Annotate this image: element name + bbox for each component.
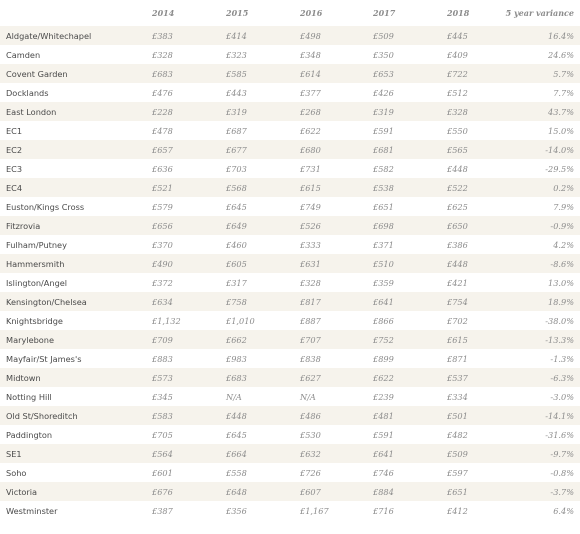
- value-2014: £1,132: [152, 315, 181, 326]
- value-2014: £228: [152, 106, 173, 117]
- value-variance: -3.0%: [550, 391, 574, 402]
- value-2017: £622: [373, 372, 394, 383]
- table-row: [0, 311, 580, 330]
- value-2014: £601: [152, 467, 173, 478]
- value-2017: £681: [373, 144, 394, 155]
- area-name: EC2: [6, 144, 23, 155]
- value-variance: -3.7%: [550, 486, 574, 497]
- value-variance: -6.3%: [550, 372, 574, 383]
- area-name: Soho: [6, 467, 27, 478]
- table-row: [0, 83, 580, 102]
- table-row: [0, 501, 580, 520]
- table-row: [0, 482, 580, 501]
- area-name: EC1: [6, 125, 23, 136]
- value-2014: £579: [152, 201, 173, 212]
- table-row: [0, 425, 580, 444]
- value-2018: £537: [447, 372, 468, 383]
- table-body: [0, 26, 580, 520]
- value-2016: £707: [300, 334, 321, 345]
- value-2017: £752: [373, 334, 394, 345]
- value-variance: 24.6%: [547, 49, 574, 60]
- table-header: [0, 0, 580, 26]
- value-2017: £582: [373, 163, 394, 174]
- header-2017: 2017: [373, 8, 396, 18]
- value-2018: £412: [447, 505, 468, 516]
- header-variance: 5 year variance: [505, 8, 574, 18]
- value-2017: £641: [373, 448, 394, 459]
- value-2014: £883: [152, 353, 173, 364]
- value-2018: £445: [447, 30, 468, 41]
- value-2018: £722: [447, 68, 468, 79]
- value-2014: £383: [152, 30, 173, 41]
- value-variance: -8.6%: [550, 258, 574, 269]
- value-2018: £615: [447, 334, 468, 345]
- table-row: [0, 254, 580, 273]
- value-2014: £372: [152, 277, 173, 288]
- value-2014: £709: [152, 334, 173, 345]
- value-2016: £486: [300, 410, 321, 421]
- value-2018: £448: [447, 163, 468, 174]
- area-name: East London: [6, 106, 57, 117]
- area-name: Aldgate/Whitechapel: [6, 30, 92, 41]
- value-2016: £328: [300, 277, 321, 288]
- value-2016: £268: [300, 106, 321, 117]
- area-name: Knightsbridge: [6, 315, 63, 326]
- area-name: Old St/Shoreditch: [6, 410, 78, 421]
- table-row: [0, 292, 580, 311]
- area-name: Fitzrovia: [6, 220, 41, 231]
- value-2015: £649: [226, 220, 247, 231]
- table-row: [0, 45, 580, 64]
- value-2016: £731: [300, 163, 321, 174]
- value-variance: 7.7%: [553, 87, 574, 98]
- value-2017: £239: [373, 391, 394, 402]
- value-2016: £498: [300, 30, 321, 41]
- value-2018: £512: [447, 87, 468, 98]
- value-2014: £490: [152, 258, 173, 269]
- table-row: [0, 121, 580, 140]
- value-variance: 15.0%: [547, 125, 574, 136]
- value-2016: £1,167: [300, 505, 329, 516]
- value-2016: £377: [300, 87, 321, 98]
- value-2016: £817: [300, 296, 321, 307]
- value-2018: £650: [447, 220, 468, 231]
- area-name: Midtown: [6, 372, 41, 383]
- value-2018: £386: [447, 239, 468, 250]
- value-2014: £705: [152, 429, 173, 440]
- value-variance: -14.1%: [545, 410, 574, 421]
- table-row: [0, 387, 580, 406]
- value-2018: £409: [447, 49, 468, 60]
- value-2014: £636: [152, 163, 173, 174]
- value-2018: £871: [447, 353, 468, 364]
- value-variance: 5.7%: [553, 68, 574, 79]
- value-2018: £625: [447, 201, 468, 212]
- value-2015: £645: [226, 201, 247, 212]
- value-variance: -29.5%: [545, 163, 574, 174]
- value-2017: £884: [373, 486, 394, 497]
- value-2014: £676: [152, 486, 173, 497]
- value-2016: £749: [300, 201, 321, 212]
- value-2016: £348: [300, 49, 321, 60]
- value-2017: £481: [373, 410, 394, 421]
- value-2017: £359: [373, 277, 394, 288]
- value-2016: £632: [300, 448, 321, 459]
- area-name: Euston/Kings Cross: [6, 201, 85, 212]
- area-name: Docklands: [6, 87, 49, 98]
- value-variance: -0.9%: [550, 220, 574, 231]
- header-2018: 2018: [447, 8, 470, 18]
- value-2015: £443: [226, 87, 247, 98]
- value-2018: £522: [447, 182, 468, 193]
- value-2018: £597: [447, 467, 468, 478]
- value-2017: £866: [373, 315, 394, 326]
- value-2018: £448: [447, 258, 468, 269]
- value-2014: £573: [152, 372, 173, 383]
- value-2015: £645: [226, 429, 247, 440]
- header-2014: 2014: [152, 8, 175, 18]
- table-row: [0, 368, 580, 387]
- value-2017: £371: [373, 239, 394, 250]
- value-variance: -1.3%: [550, 353, 574, 364]
- value-variance: 6.4%: [553, 505, 574, 516]
- value-2017: £510: [373, 258, 394, 269]
- value-2015: £414: [226, 30, 247, 41]
- area-name: EC4: [6, 182, 23, 193]
- value-2017: £698: [373, 220, 394, 231]
- value-variance: 4.2%: [553, 239, 574, 250]
- value-2016: £615: [300, 182, 321, 193]
- area-name: Notting Hill: [6, 391, 52, 402]
- area-name: Mayfair/St James's: [6, 353, 82, 364]
- table-row: [0, 64, 580, 83]
- value-variance: -0.8%: [550, 467, 574, 478]
- header-2015: 2015: [226, 8, 249, 18]
- value-2016: £622: [300, 125, 321, 136]
- value-2015: £319: [226, 106, 247, 117]
- value-variance: -31.6%: [545, 429, 574, 440]
- value-2014: £564: [152, 448, 173, 459]
- table-row: [0, 273, 580, 292]
- value-2016: £333: [300, 239, 321, 250]
- area-name: SE1: [6, 448, 22, 459]
- table-row: [0, 235, 580, 254]
- area-name: Victoria: [6, 486, 38, 497]
- table-row: [0, 349, 580, 368]
- value-2018: £651: [447, 486, 468, 497]
- area-name: Marylebone: [6, 334, 55, 345]
- value-2014: £328: [152, 49, 173, 60]
- value-2014: £370: [152, 239, 173, 250]
- table-row: [0, 197, 580, 216]
- value-2018: £754: [447, 296, 468, 307]
- value-2015: £662: [226, 334, 247, 345]
- value-2016: £726: [300, 467, 321, 478]
- value-2015: £317: [226, 277, 247, 288]
- value-2017: £651: [373, 201, 394, 212]
- area-name: Westminster: [6, 505, 58, 516]
- value-variance: -9.7%: [550, 448, 574, 459]
- area-name: Covent Garden: [6, 68, 68, 79]
- value-2017: £641: [373, 296, 394, 307]
- value-2016: £607: [300, 486, 321, 497]
- table-row: [0, 463, 580, 482]
- value-2014: £656: [152, 220, 173, 231]
- value-2018: £702: [447, 315, 468, 326]
- table-row: [0, 406, 580, 425]
- value-2016: N/A: [300, 391, 316, 402]
- value-2015: £703: [226, 163, 247, 174]
- value-2018: £501: [447, 410, 468, 421]
- area-name: Islington/Angel: [6, 277, 68, 288]
- value-2014: £683: [152, 68, 173, 79]
- value-2017: £716: [373, 505, 394, 516]
- value-variance: 13.0%: [547, 277, 574, 288]
- value-2014: £476: [152, 87, 173, 98]
- value-2015: £683: [226, 372, 247, 383]
- value-variance: 43.7%: [547, 106, 574, 117]
- value-2015: £460: [226, 239, 247, 250]
- value-2018: £482: [447, 429, 468, 440]
- table-row: [0, 140, 580, 159]
- value-2014: £634: [152, 296, 173, 307]
- value-2018: £565: [447, 144, 468, 155]
- value-variance: -38.0%: [545, 315, 574, 326]
- area-name: EC3: [6, 163, 23, 174]
- value-variance: 7.9%: [553, 201, 574, 212]
- value-2018: £509: [447, 448, 468, 459]
- value-2014: £387: [152, 505, 173, 516]
- value-variance: 16.4%: [547, 30, 574, 41]
- value-2016: £631: [300, 258, 321, 269]
- value-2015: £605: [226, 258, 247, 269]
- value-2016: £680: [300, 144, 321, 155]
- table-row: [0, 102, 580, 121]
- value-2018: £421: [447, 277, 468, 288]
- table-row: [0, 178, 580, 197]
- value-2016: £838: [300, 353, 321, 364]
- value-2016: £530: [300, 429, 321, 440]
- value-2018: £550: [447, 125, 468, 136]
- value-2015: £323: [226, 49, 247, 60]
- value-2017: £509: [373, 30, 394, 41]
- table-row: [0, 159, 580, 178]
- value-variance: -14.0%: [545, 144, 574, 155]
- area-name: Kensington/Chelsea: [6, 296, 87, 307]
- value-2017: £538: [373, 182, 394, 193]
- value-2018: £334: [447, 391, 468, 402]
- value-2015: £558: [226, 467, 247, 478]
- value-2015: £568: [226, 182, 247, 193]
- value-2014: £521: [152, 182, 173, 193]
- value-2016: £526: [300, 220, 321, 231]
- value-variance: 0.2%: [553, 182, 574, 193]
- table-row: [0, 26, 580, 45]
- area-name: Paddington: [6, 429, 53, 440]
- value-2015: £687: [226, 125, 247, 136]
- value-2015: £648: [226, 486, 247, 497]
- value-2017: £426: [373, 87, 394, 98]
- value-2016: £627: [300, 372, 321, 383]
- area-name: Camden: [6, 49, 41, 60]
- value-2017: £899: [373, 353, 394, 364]
- value-2015: £983: [226, 353, 247, 364]
- table-row: [0, 444, 580, 463]
- value-2014: £345: [152, 391, 173, 402]
- table-row: [0, 330, 580, 349]
- value-2014: £583: [152, 410, 173, 421]
- value-2016: £887: [300, 315, 321, 326]
- value-2018: £328: [447, 106, 468, 117]
- value-2015: £356: [226, 505, 247, 516]
- value-variance: 18.9%: [547, 296, 574, 307]
- header-2016: 2016: [300, 8, 323, 18]
- value-2015: N/A: [226, 391, 242, 402]
- value-2017: £350: [373, 49, 394, 60]
- value-2015: £758: [226, 296, 247, 307]
- value-2017: £746: [373, 467, 394, 478]
- table-row: [0, 216, 580, 235]
- area-name: Hammersmith: [6, 258, 65, 269]
- value-2017: £653: [373, 68, 394, 79]
- value-2017: £591: [373, 429, 394, 440]
- value-variance: -13.3%: [545, 334, 574, 345]
- value-2015: £585: [226, 68, 247, 79]
- area-name: Fulham/Putney: [6, 239, 67, 250]
- value-2015: £1,010: [226, 315, 255, 326]
- value-2017: £591: [373, 125, 394, 136]
- value-2015: £664: [226, 448, 247, 459]
- value-2014: £478: [152, 125, 173, 136]
- value-2016: £614: [300, 68, 321, 79]
- value-2017: £319: [373, 106, 394, 117]
- value-2015: £677: [226, 144, 247, 155]
- value-2015: £448: [226, 410, 247, 421]
- value-2014: £657: [152, 144, 173, 155]
